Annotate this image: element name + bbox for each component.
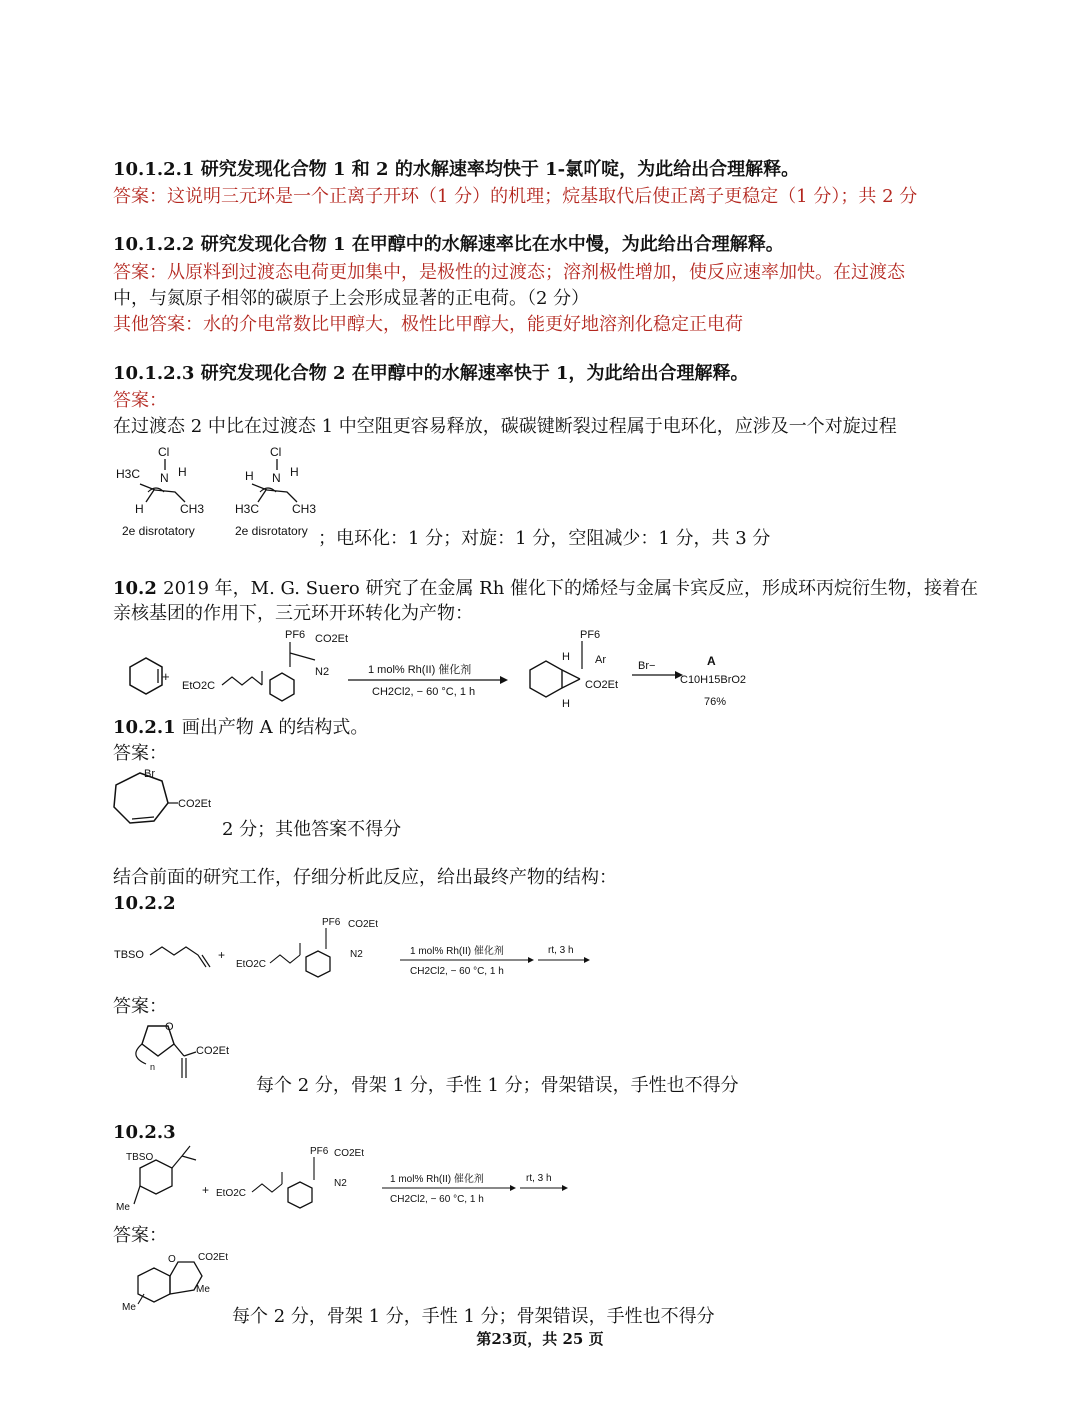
answer-label-10-2-2: 答案： xyxy=(113,996,167,1017)
plus-sign: + xyxy=(202,1183,210,1197)
ar-label: Ar xyxy=(595,654,606,666)
n2-label: N2 xyxy=(350,949,363,960)
h-label: H xyxy=(562,651,570,663)
h3c-label: H3C xyxy=(235,502,260,516)
conditions-label: CH2Cl2, − 60 °C, 1 h xyxy=(372,686,476,698)
ch3-label: CH3 xyxy=(180,502,205,516)
product-yield: 76% xyxy=(704,696,727,708)
step2-label: rt, 3 h xyxy=(548,945,574,956)
product-10-2-3-structure xyxy=(118,1248,248,1318)
transition-state-structures xyxy=(110,440,340,545)
product-10-2-2-structure xyxy=(118,1018,248,1088)
answer-10-1-2-2-line1: 答案：从原料到过渡态电荷更加集中，是极性的过渡态；溶剂极性增加，使反应速率加快。在过渡态 xyxy=(113,262,905,283)
reaction-scheme-10-2-3 xyxy=(110,1144,580,1224)
conditions-label: CH2Cl2, − 60 °C, 1 h xyxy=(410,966,504,977)
tbso-label: TBSO xyxy=(126,1152,154,1163)
co2et-label: CO2Et xyxy=(196,1045,230,1057)
n-label: N xyxy=(272,471,281,485)
n2-label: N2 xyxy=(315,666,330,678)
transition-state-2 xyxy=(235,445,316,538)
eto2c-label: EtO2C xyxy=(182,680,216,692)
question-text: 研究发现化合物 1 和 2 的水解速率均快于 1-氯吖啶，为此给出合理解释。 xyxy=(200,159,800,180)
conditions-label: CH2Cl2, − 60 °C, 1 h xyxy=(390,1194,484,1205)
question-10-1-2-2 xyxy=(113,233,784,257)
question-10-2-3 xyxy=(113,1121,176,1145)
question-10-2 xyxy=(113,577,978,601)
step2-label: rt, 3 h xyxy=(526,1173,552,1184)
question-text: 画出产物 A 的结构式。 xyxy=(181,717,369,738)
catalyst-label: 1 mol% Rh(II) 催化剂 xyxy=(410,946,504,957)
answer-10-1-2-1: 答案：这说明三元环是一个正离子开环（1 分）的机理；烷基取代后使正离子更稳定（1 分）；共 2 分 xyxy=(113,186,918,207)
h-label: H xyxy=(135,502,144,516)
co2et-label: CO2Et xyxy=(348,919,379,930)
score-10-2-3: 每个 2 分，骨架 1 分，手性 1 分；骨架错误，手性也不得分 xyxy=(232,1306,715,1327)
question-text: 2019 年，M. G. Suero 研究了在金属 Rh 催化下的烯烃与金属卡宾反应，形成环丙烷衍生物，接着在 xyxy=(163,578,979,599)
question-number: 10.1.2.3 xyxy=(113,363,195,384)
ts-caption-2: 2e disrotatory xyxy=(235,524,308,538)
cl-label: Cl xyxy=(270,445,282,459)
tbso-label: TBSO xyxy=(114,949,144,961)
cl-label: Cl xyxy=(158,445,170,459)
reaction-scheme-10-2-2 xyxy=(110,915,610,993)
ch3-label: CH3 xyxy=(292,502,317,516)
question-number: 10.1.2.1 xyxy=(113,159,195,180)
ts-caption-1: 2e disrotatory xyxy=(122,524,195,538)
catalyst-label: 1 mol% Rh(II) 催化剂 xyxy=(368,664,472,676)
question-text: 研究发现化合物 2 在甲醇中的水解速率快于 1，为此给出合理解释。 xyxy=(200,363,749,384)
intro-text: 结合前面的研究工作，仔细分析此反应，给出最终产物的结构： xyxy=(113,867,617,888)
n-subscript: n xyxy=(150,1062,156,1072)
pf6-label: PF6 xyxy=(285,629,306,641)
br-label: Br xyxy=(144,768,155,780)
co2et-label: CO2Et xyxy=(315,633,349,645)
question-10-2-2 xyxy=(113,892,176,916)
me-label: Me xyxy=(116,1202,130,1213)
reaction-scheme-10-2 xyxy=(110,625,780,715)
product-a-label: A xyxy=(707,654,716,668)
pf6-label: PF6 xyxy=(322,917,341,928)
n-label: N xyxy=(160,471,169,485)
score-10-2-2: 每个 2 分，骨架 1 分，手性 1 分；骨架错误，手性也不得分 xyxy=(256,1075,739,1096)
eto2c-label: EtO2C xyxy=(236,959,267,970)
n2-label: N2 xyxy=(334,1178,347,1189)
h-label: H xyxy=(290,465,299,479)
question-10-2-1 xyxy=(113,716,368,740)
transition-state-1 xyxy=(116,445,204,538)
plus-sign: + xyxy=(162,669,170,684)
catalyst-label: 1 mol% Rh(II) 催化剂 xyxy=(390,1174,484,1185)
co2et-label: CO2Et xyxy=(198,1252,229,1263)
score-10-1-2-3: ；电环化：1 分；对旋：1 分，空阻减少：1 分，共 3 分 xyxy=(318,528,771,549)
h3c-label: H3C xyxy=(116,467,141,481)
question-number: 10.2 xyxy=(113,578,157,599)
o-label: O xyxy=(168,1254,176,1265)
question-number: 10.2.3 xyxy=(113,1122,176,1143)
question-text: 研究发现化合物 1 在甲醇中的水解速率比在水中慢，为此给出合理解释。 xyxy=(200,234,784,255)
score-10-2-1: 2 分；其他答案不得分 xyxy=(222,819,402,840)
question-10-1-2-1 xyxy=(113,158,799,182)
product-formula: C10H15BrO2 xyxy=(680,674,747,686)
explanation-10-1-2-3: 在过渡态 2 中比在过渡态 1 中空阻更容易释放，碳碳键断裂过程属于电环化，应涉及一个对旋过程 xyxy=(113,416,897,437)
pf6-label: PF6 xyxy=(310,1146,329,1157)
page-footer: 第23页，共 25 页 xyxy=(476,1330,604,1348)
plus-sign: + xyxy=(218,948,226,962)
answer-10-1-2-2-line2: 中，与氮原子相邻的碳原子上会形成显著的正电荷。（2 分） xyxy=(113,288,590,309)
bromide-label: Br− xyxy=(638,660,656,672)
question-10-2-line2: 亲核基团的作用下，三元环开环转化为产物： xyxy=(113,603,473,624)
question-number: 10.2.1 xyxy=(113,717,176,738)
product-a-structure xyxy=(110,765,220,840)
o-label: O xyxy=(165,1021,174,1033)
question-10-1-2-3 xyxy=(113,362,749,386)
co2et-label: CO2Et xyxy=(334,1148,365,1159)
answer-label-10-2-1: 答案： xyxy=(113,743,167,764)
h-label: H xyxy=(562,698,570,710)
me-label: Me xyxy=(122,1302,136,1313)
answer-label-10-2-3: 答案： xyxy=(113,1225,167,1246)
question-number: 10.1.2.2 xyxy=(113,234,195,255)
eto2c-label: EtO2C xyxy=(216,1188,247,1199)
answer-label-10-1-2-3: 答案： xyxy=(113,390,167,411)
me-label: Me xyxy=(196,1284,210,1295)
other-answer-10-1-2-2: 其他答案：水的介电常数比甲醇大，极性比甲醇大，能更好地溶剂化稳定正电荷 xyxy=(113,314,743,335)
question-number: 10.2.2 xyxy=(113,893,176,914)
cyclohexene-ring xyxy=(130,658,162,694)
pf6-label: PF6 xyxy=(580,629,601,641)
h-label: H xyxy=(178,465,187,479)
co2et-label: CO2Et xyxy=(178,798,212,810)
h-label: H xyxy=(245,469,254,483)
co2et-label: CO2Et xyxy=(585,679,619,691)
